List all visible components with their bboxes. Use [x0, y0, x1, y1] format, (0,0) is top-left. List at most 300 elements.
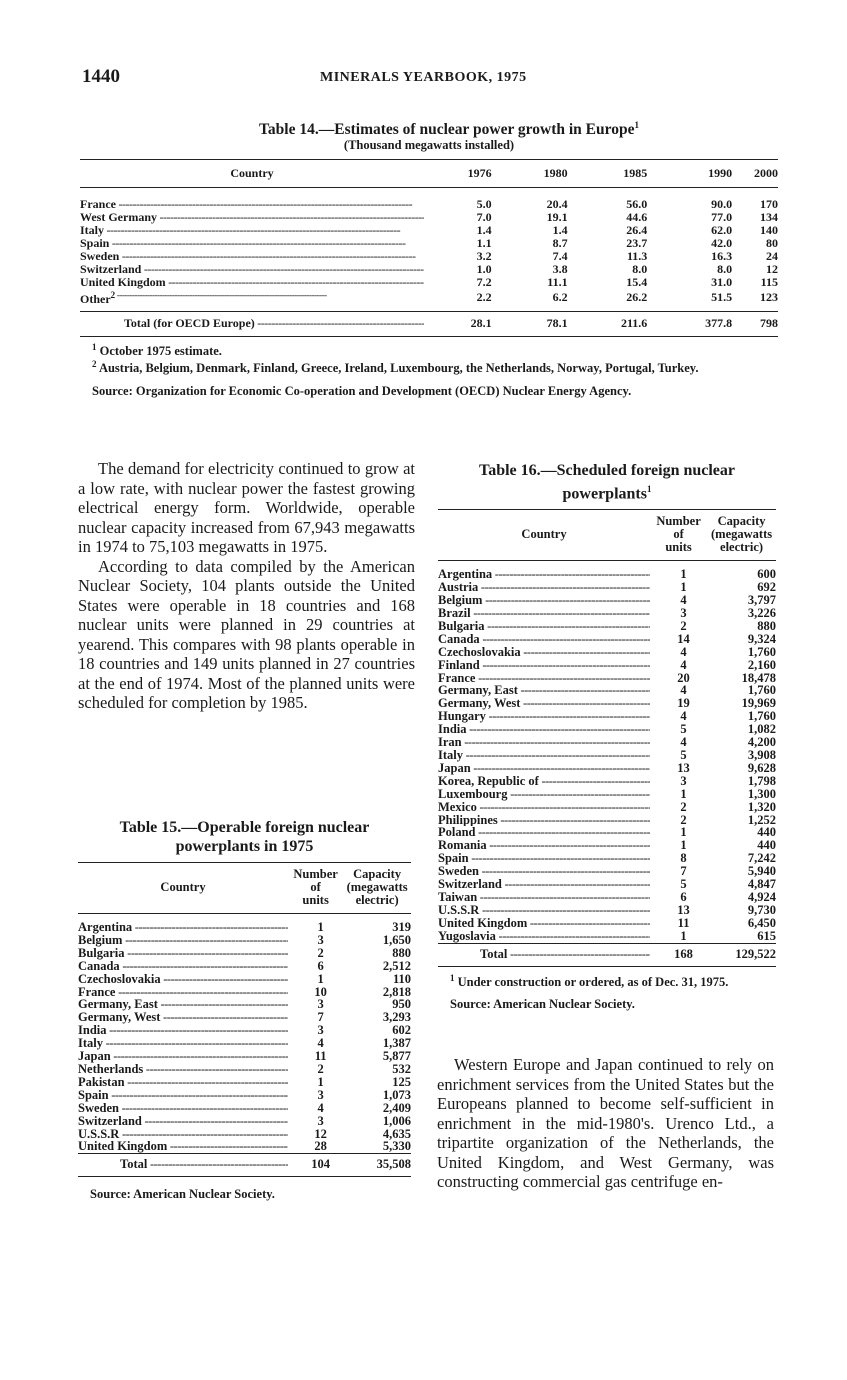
capacity-cell: 3,908 [747, 748, 776, 763]
country-cell [438, 788, 650, 801]
table-row [438, 646, 776, 659]
total-label-text: Total ----- [120, 1157, 288, 1171]
table-row [78, 1011, 411, 1024]
country-name: Spain ----- [80, 237, 406, 250]
units-cell: 5 [680, 877, 687, 892]
value-cell: 90.0 [711, 197, 733, 212]
value-cell: 3.8 [552, 261, 568, 276]
total-label-text: Total (for OECD Europe) ----- [124, 316, 424, 330]
value-cell: 51.5 [711, 289, 733, 304]
value-cell: 1.4 [552, 222, 568, 237]
country-name: United Kingdom ----- [78, 1140, 288, 1153]
units-cell: 1 [680, 567, 687, 582]
capacity-cell: 110 [392, 971, 411, 986]
table-row [78, 1089, 411, 1102]
capacity-cell: 1,760 [747, 683, 776, 698]
value-cell: 11.1 [547, 274, 568, 289]
units-cell: 11 [677, 915, 690, 930]
table-row [80, 237, 778, 250]
country-cell [438, 826, 650, 839]
table-row [438, 594, 776, 607]
table-row [78, 934, 411, 947]
value-cell: 170 [760, 197, 778, 212]
country-name: France ----- [80, 197, 412, 211]
total-value: 78.1 [492, 312, 568, 337]
country-name: Other [80, 291, 111, 306]
table-row [438, 697, 776, 710]
country-name: Bulgaria ----- [438, 620, 650, 633]
units-cell: 4 [680, 683, 687, 698]
country-name: Czechoslovakia ----- [438, 646, 650, 659]
capacity-cell: 4,200 [747, 735, 776, 750]
value-cell: 44.6 [626, 210, 648, 225]
footnote-mark: $^2$ ----- [111, 290, 327, 300]
total-units: 168 [650, 943, 707, 966]
table-row [78, 1037, 411, 1050]
total-capacity: 35,508 [343, 1154, 411, 1177]
table-row [78, 1102, 411, 1115]
value-cell: 7.2 [476, 274, 492, 289]
country-cell [78, 1089, 288, 1102]
table-row [438, 620, 776, 633]
country-name: Sweden ----- [80, 250, 416, 263]
country-cell [80, 276, 424, 289]
country-name: Switzerland ----- [80, 263, 424, 276]
units-cell: 2 [680, 618, 687, 633]
table-row [438, 904, 776, 917]
table-row [438, 865, 776, 878]
units-cell: 14 [677, 631, 690, 646]
table-row [438, 788, 776, 801]
paragraph: The demand for electricity continued to grow at a low rate, with nuclear power the fastest growing electrical energy form. Worldwide, operable nuclear capacity increased from 67,943 megawatts in 1974 to 75,103 megawatts in 1975. [78, 459, 415, 556]
country-cell [78, 1050, 288, 1063]
table-row [438, 775, 776, 788]
table-row [78, 998, 411, 1011]
value-cell: 26.4 [626, 222, 648, 237]
table-row [78, 1050, 411, 1063]
value-cell: 140 [760, 222, 778, 237]
total-label [438, 943, 650, 966]
value-cell: 19.1 [546, 210, 568, 225]
units-cell: 2 [680, 799, 687, 814]
total-units: 104 [288, 1154, 343, 1177]
table-row [438, 561, 776, 581]
units-cell: 7 [317, 1010, 324, 1025]
capacity-cell: 2,818 [382, 984, 411, 999]
country-name: Germany, East ----- [438, 684, 650, 697]
capacity-cell: 615 [757, 928, 776, 943]
country-name: India ----- [438, 723, 650, 736]
body-text-left [78, 459, 415, 713]
country-cell [438, 736, 650, 749]
country-name: Austria ----- [438, 581, 650, 594]
country-cell [78, 914, 288, 934]
units-cell: 1 [680, 928, 687, 943]
country-name: India ----- [78, 1024, 288, 1037]
value-cell: 80 [766, 235, 778, 250]
value-cell: 77.0 [711, 210, 733, 225]
value-cell: 1.1 [476, 235, 492, 250]
value-cell: 62.0 [711, 222, 733, 237]
country-name: France ----- [438, 672, 650, 685]
units-cell: 1 [317, 1074, 324, 1089]
value-cell: 24 [766, 248, 778, 263]
table-row [438, 581, 776, 594]
units-cell: 3 [317, 932, 324, 947]
page-number: 1440 [82, 66, 120, 87]
value-cell: 20.4 [546, 197, 568, 212]
country-cell [438, 852, 650, 865]
table-row [438, 917, 776, 930]
country-name: West Germany ----- [80, 211, 424, 224]
table-15 [78, 818, 411, 1202]
table-row [78, 914, 411, 934]
units-cell: 13 [677, 902, 690, 917]
units-cell: 11 [314, 1049, 327, 1064]
table-row [438, 710, 776, 723]
table-16-grid [438, 509, 776, 966]
table-16 [438, 461, 776, 1012]
country-cell [438, 762, 650, 775]
units-cell: 7 [680, 864, 687, 879]
table-row [438, 814, 776, 827]
table-row [78, 1140, 411, 1153]
units-cell: 19 [677, 696, 690, 711]
country-name: Bulgaria ----- [78, 947, 288, 960]
country-cell [438, 775, 650, 788]
capacity-cell: 880 [392, 945, 411, 960]
capacity-cell: 19,969 [741, 696, 776, 711]
table-row [438, 891, 776, 904]
table-row [438, 839, 776, 852]
country-name: Finland ----- [438, 659, 650, 672]
country-name: Belgium ----- [438, 594, 650, 607]
country-cell [438, 659, 650, 672]
units-cell: 10 [314, 984, 327, 999]
value-cell: 56.0 [626, 197, 648, 212]
table-row [78, 1063, 411, 1076]
country-cell [78, 1011, 288, 1024]
units-cell: 2 [680, 812, 687, 827]
capacity-cell: 2,512 [382, 958, 411, 973]
country-cell [80, 237, 424, 250]
value-cell: 2.2 [476, 289, 492, 304]
units-cell: 3 [680, 773, 687, 788]
country-name: Switzerland ----- [438, 878, 650, 891]
value-cell: 5.0 [476, 197, 492, 212]
country-name: Sweden ----- [438, 865, 650, 878]
country-cell [78, 947, 288, 960]
col-header-1985: 1985 [568, 160, 648, 188]
table-row [78, 1024, 411, 1037]
country-name: France ----- [78, 986, 288, 999]
capacity-cell: 440 [757, 825, 776, 840]
units-cell: 6 [317, 958, 324, 973]
country-cell [78, 1037, 288, 1050]
col-header-units: Number of units [650, 510, 707, 561]
table-row [80, 211, 778, 224]
country-cell [78, 1115, 288, 1128]
table-14 [80, 120, 778, 398]
country-cell [438, 672, 650, 685]
country-name: Italy ----- [438, 749, 650, 762]
country-cell [438, 814, 650, 827]
country-cell [80, 250, 424, 263]
col-header-1976: 1976 [424, 160, 492, 188]
capacity-cell: 3,293 [382, 1010, 411, 1025]
capacity-cell: 1,252 [747, 812, 776, 827]
country-cell [438, 684, 650, 697]
capacity-cell: 9,730 [747, 902, 776, 917]
total-label [80, 312, 424, 337]
units-cell: 3 [317, 1113, 324, 1128]
table-15-grid [78, 862, 411, 1177]
country-cell [78, 1063, 288, 1076]
country-name: Canada ----- [438, 633, 650, 646]
value-cell: 16.3 [711, 248, 733, 263]
table-14-source: Source: Organization for Economic Co-operation and Development (OECD) Nuclear Energy Agency. [92, 383, 632, 398]
country-cell [78, 934, 288, 947]
units-cell: 4 [317, 1036, 324, 1051]
units-cell: 6 [680, 889, 687, 904]
value-cell: 8.0 [632, 261, 648, 276]
total-label [78, 1154, 288, 1177]
table-row [78, 960, 411, 973]
col-header-2000: 2000 [732, 160, 778, 188]
total-row [438, 943, 776, 966]
units-cell: 1 [680, 580, 687, 595]
country-cell [438, 930, 650, 943]
units-cell: 1 [680, 838, 687, 853]
country-name: Yugoslavia ----- [438, 930, 650, 943]
table-16-source: Source: American Nuclear Society. [450, 996, 635, 1011]
col-header-country: Country [438, 510, 650, 561]
table-row [80, 289, 778, 312]
country-cell [80, 211, 424, 224]
total-label-text: Total ----- [480, 947, 650, 961]
value-cell: 12 [766, 261, 778, 276]
country-cell [438, 891, 650, 904]
country-name: U.S.S.R ----- [438, 904, 650, 917]
table-row [438, 736, 776, 749]
country-name: Germany, West ----- [438, 697, 650, 710]
table-15-source: Source: American Nuclear Society. [90, 1187, 275, 1202]
units-cell: 4 [680, 709, 687, 724]
country-name: Japan ----- [78, 1050, 288, 1063]
country-cell [438, 633, 650, 646]
col-header-country: Country [78, 863, 288, 914]
col-header-1990: 1990 [647, 160, 732, 188]
units-cell: 3 [317, 1023, 324, 1038]
value-cell: 7.4 [552, 248, 568, 263]
capacity-cell: 1,006 [382, 1113, 411, 1128]
value-cell: 1.0 [476, 261, 492, 276]
country-cell [78, 1076, 288, 1089]
capacity-cell: 1,760 [747, 709, 776, 724]
country-name: United Kingdom ----- [438, 917, 650, 930]
country-cell [80, 188, 424, 211]
country-name: Hungary ----- [438, 710, 650, 723]
capacity-cell: 4,924 [747, 889, 776, 904]
capacity-cell: 5,877 [382, 1049, 411, 1064]
table-row [78, 986, 411, 999]
capacity-cell: 6,450 [747, 915, 776, 930]
total-value: 377.8 [647, 312, 732, 337]
col-header-1980: 1980 [492, 160, 568, 188]
units-cell: 12 [314, 1126, 327, 1141]
table-row [438, 723, 776, 736]
value-cell: 8.7 [552, 235, 568, 250]
units-cell: 28 [314, 1139, 327, 1154]
value-cell: 1.4 [476, 222, 492, 237]
table-15-title: Table 15.—Operable foreign nuclear powerplants in 1975 [119, 819, 370, 855]
capacity-cell: 5,940 [747, 864, 776, 879]
capacity-cell: 9,628 [747, 760, 776, 775]
table-14-grid [80, 159, 778, 337]
country-cell [438, 581, 650, 594]
capacity-cell: 600 [757, 567, 776, 582]
table-row [80, 188, 778, 211]
capacity-cell: 1,760 [747, 644, 776, 659]
capacity-cell: 9,324 [747, 631, 776, 646]
units-cell: 8 [680, 851, 687, 866]
country-name: U.S.S.R ----- [78, 1128, 288, 1141]
running-title: MINERALS YEARBOOK, 1975 [320, 70, 527, 85]
country-cell [438, 878, 650, 891]
country-name: Canada ----- [78, 960, 288, 973]
units-cell: 1 [317, 920, 324, 934]
capacity-cell: 125 [392, 1074, 411, 1089]
country-cell [438, 594, 650, 607]
capacity-cell: 1,300 [747, 786, 776, 801]
country-cell [438, 710, 650, 723]
country-name: Italy ----- [80, 224, 400, 237]
capacity-cell: 1,798 [747, 773, 776, 788]
country-cell [80, 224, 424, 237]
value-cell: 42.0 [711, 235, 733, 250]
country-cell [80, 289, 424, 312]
units-cell: 4 [680, 657, 687, 672]
country-name: Switzerland ----- [78, 1115, 288, 1128]
country-name: Brazil ----- [438, 607, 650, 620]
units-cell: 4 [317, 1100, 324, 1115]
table-row [438, 930, 776, 943]
table-row [438, 684, 776, 697]
paragraph: According to data compiled by the American Nuclear Society, 104 plants outside the United States were operable in 18 countries and 168 nuclear units were planned in 29 countries at yearend. This compares with 98 plants operable in 18 countries and 149 units planned in 27 countries at the end of 1974. Most of the planned units were scheduled for completion by 1985. [78, 556, 415, 712]
country-cell [78, 998, 288, 1011]
table-row [438, 762, 776, 775]
country-cell [438, 646, 650, 659]
units-cell: 5 [680, 748, 687, 763]
footnote-1: $^1$ October 1975 estimate. [92, 342, 222, 359]
country-cell [80, 263, 424, 276]
units-cell: 5 [680, 722, 687, 737]
capacity-cell: 1,073 [382, 1087, 411, 1102]
country-name: Argentina ----- [438, 567, 650, 581]
country-cell [438, 607, 650, 620]
table-row [438, 878, 776, 891]
country-cell [438, 697, 650, 710]
capacity-cell: 1,082 [747, 722, 776, 737]
table-row [78, 1128, 411, 1141]
country-cell [78, 1140, 288, 1153]
units-cell: 2 [317, 945, 324, 960]
units-cell: 4 [680, 593, 687, 608]
body-text-right [437, 1055, 774, 1192]
capacity-cell: 3,797 [747, 593, 776, 608]
country-cell [438, 839, 650, 852]
capacity-cell: 692 [757, 580, 776, 595]
table-row [78, 973, 411, 986]
country-name: United Kingdom ----- [80, 276, 424, 289]
value-cell: 3.2 [476, 248, 492, 263]
units-cell: 1 [317, 971, 324, 986]
country-name: Italy ----- [78, 1037, 288, 1050]
table-row [80, 263, 778, 276]
capacity-cell: 18,478 [741, 670, 776, 685]
country-name: Poland ----- [438, 826, 650, 839]
table-14-title: Table 14.—Estimates of nuclear power growth in Europe$^1$ [259, 120, 639, 139]
country-name: Spain ----- [438, 852, 650, 865]
table-row [438, 607, 776, 620]
table-row [438, 749, 776, 762]
capacity-cell: 880 [757, 618, 776, 633]
country-cell [438, 801, 650, 814]
capacity-cell: 602 [392, 1023, 411, 1038]
country-cell [78, 1128, 288, 1141]
units-cell: 2 [317, 1061, 324, 1076]
country-name: Taiwan ----- [438, 891, 650, 904]
table-row [80, 224, 778, 237]
value-cell: 8.0 [717, 261, 733, 276]
table-14-subtitle: (Thousand megawatts installed) [343, 138, 515, 153]
footnote-2: $^2$ Austria, Belgium, Denmark, Finland, Greece, Ireland, Luxembourg, the Netherlands, Norway, Portugal, Turkey. [92, 359, 699, 376]
value-cell: 6.2 [552, 289, 568, 304]
table-16-title: Table 16.—Scheduled foreign nuclear powerplants$^1$ [478, 462, 736, 503]
value-cell: 7.0 [476, 210, 492, 225]
units-cell: 3 [680, 606, 687, 621]
country-name: Mexico ----- [438, 801, 650, 814]
units-cell: 1 [680, 786, 687, 801]
table-row [78, 1076, 411, 1089]
table-row [438, 801, 776, 814]
value-cell: 115 [760, 274, 778, 289]
country-name: Spain ----- [78, 1089, 288, 1102]
total-capacity: 129,522 [707, 943, 776, 966]
capacity-cell: 2,160 [747, 657, 776, 672]
country-cell [438, 904, 650, 917]
table-row [438, 672, 776, 685]
value-cell: 11.3 [626, 248, 648, 263]
table-row [80, 250, 778, 263]
country-cell [78, 960, 288, 973]
country-name: Iran ----- [438, 736, 650, 749]
country-name: Philippines ----- [438, 814, 650, 827]
capacity-cell: 3,226 [747, 606, 776, 621]
capacity-cell: 1,650 [382, 932, 411, 947]
country-name: Germany, West ----- [78, 1011, 288, 1024]
country-cell [438, 917, 650, 930]
col-header-capacity: Capacity (megawatts electric) [707, 510, 776, 561]
capacity-cell: 440 [757, 838, 776, 853]
table-row [78, 947, 411, 960]
total-value: 798 [732, 312, 778, 337]
country-name: Korea, Republic of ----- [438, 775, 650, 788]
capacity-cell: 4,635 [382, 1126, 411, 1141]
units-cell: 3 [317, 997, 324, 1012]
value-cell: 15.4 [626, 274, 648, 289]
capacity-cell: 1,320 [747, 799, 776, 814]
